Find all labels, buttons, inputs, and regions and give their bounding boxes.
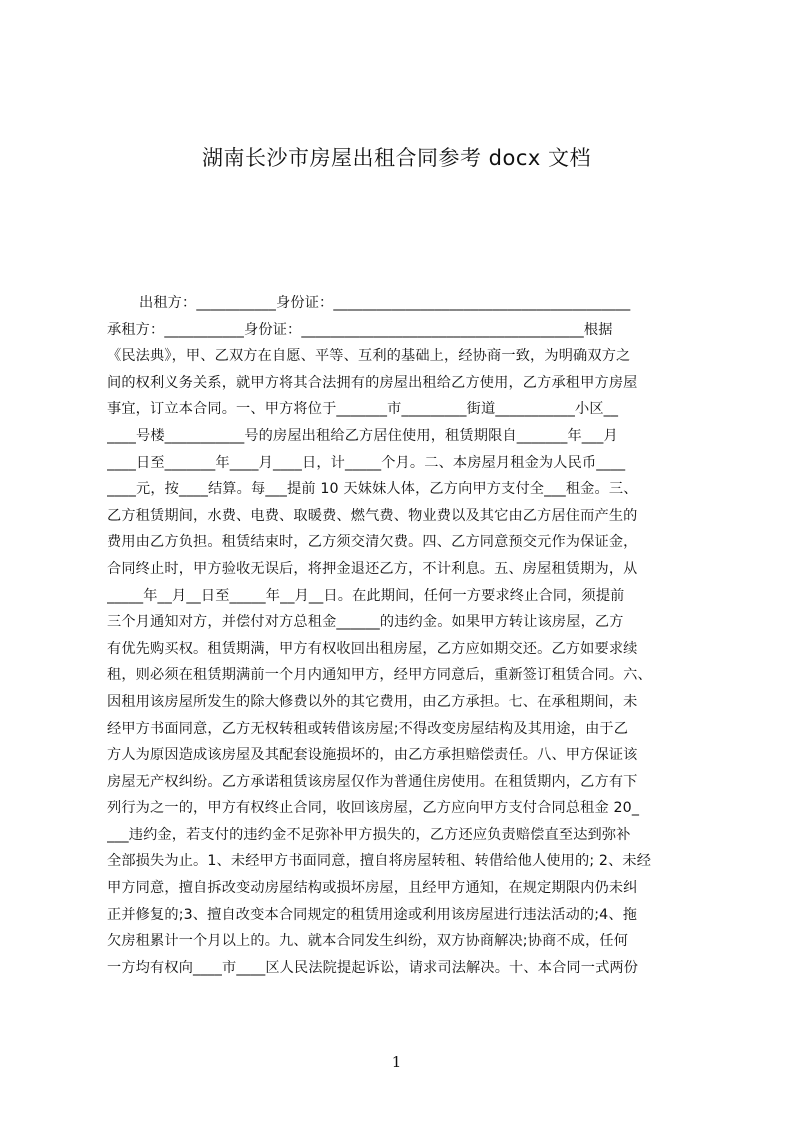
text-line: 欠房租累计一个月以上的。九、就本合同发生纠纷，双方协商解决;协商不成，任何: [107, 933, 629, 950]
text-line: 间的权利义务关系，就甲方将其合法拥有的房屋出租给乙方使用，乙方承租甲方房屋: [107, 374, 638, 391]
document-title: 湖南长沙市房屋出租合同参考 docx 文档: [201, 146, 591, 170]
text-line: 三个月通知对方，并偿付对方总租金______的违约金。如果甲方转让该房屋，乙方: [107, 614, 624, 631]
contract-body: [107, 290, 699, 981]
text-line: ____日至_______年____月____日，计_____个月。二、本房屋月租金为人民币____: [107, 454, 626, 471]
text-line: 有优先购买权。租赁期满，甲方有权收回出租房屋，乙方应如期交还。乙方如要求续: [107, 640, 638, 657]
text-line: 列行为之一的，甲方有权终止合同，收回该房屋，乙方应向甲方支付合同总租金 20_: [107, 800, 640, 817]
text-line: ____号楼___________号的房屋出租给乙方居住使用，租赁期限自_______年___月: [107, 427, 618, 444]
text-line: 租，则必须在租赁期满前一个月内通知甲方，经甲方同意后，重新签订租赁合同。六、: [107, 667, 652, 684]
text-line: 事宜，订立本合同。一、甲方将位于_______市_________街道___________小区__: [107, 401, 619, 418]
text-line: 乙方租赁期间，水费、电费、取暖费、燃气费、物业费以及其它由乙方居住而产生的: [107, 507, 638, 524]
page-number: 1: [391, 1053, 402, 1071]
text-line: 出租方：___________身份证：_________________________________________: [139, 295, 631, 311]
text-line: 正并修复的;3、擅自改变本合同规定的租赁用途或利用该房屋进行违法活动的;4、拖: [107, 906, 638, 923]
text-line: 承租方：___________身份证：_______________________________________根据: [107, 321, 613, 338]
text-line: 合同终止时，甲方验收无误后，将押金退还乙方，不计利息。五、房屋租赁期为，从: [107, 560, 638, 577]
text-line: 全部损失为止。1、未经甲方书面同意，擅自将房屋转租、转借给他人使用的; 2、未经: [107, 853, 652, 870]
text-line: 费用由乙方负担。租赁结束时，乙方须交清欠费。四、乙方同意预交元作为保证金，: [107, 534, 638, 551]
text-line: ____元，按____结算。每___提前 10 天妹妹人体，乙方向甲方支付全___租金。三、: [107, 481, 638, 498]
text-line: 《民法典》，甲、乙双方在自愿、平等、互利的基础上，经协商一致，为明确双方之: [107, 348, 631, 365]
text-line: 因租用该房屋所发生的除大修费以外的其它费用，由乙方承担。七、在承租期间，未: [107, 693, 638, 710]
text-line: 甲方同意，擅自拆改变动房屋结构或损坏房屋，且经甲方通知，在规定期限内仍未纠: [107, 880, 638, 897]
text-line: 房屋无产权纠纷。乙方承诺租赁该房屋仅作为普通住房使用。在租赁期内，乙方有下: [107, 773, 638, 790]
text-line: ___违约金，若支付的违约金不足弥补甲方损失的，乙方还应负责赔偿直至达到弥补: [107, 826, 631, 843]
text-line: _____年__月__日至_____年__月__日。在此期间，任何一方要求终止合同，须提前: [107, 587, 625, 604]
text-line: 一方均有权向____市____区人民法院提起诉讼，请求司法解决。十、本合同一式两份: [107, 959, 639, 976]
text-line: 经甲方书面同意，乙方无权转租或转借该房屋;不得改变房屋结构及其用途，由于乙: [107, 720, 629, 737]
text-line: 方人为原因造成该房屋及其配套设施损坏的，由乙方承担赔偿责任。八、甲方保证该: [107, 747, 638, 764]
